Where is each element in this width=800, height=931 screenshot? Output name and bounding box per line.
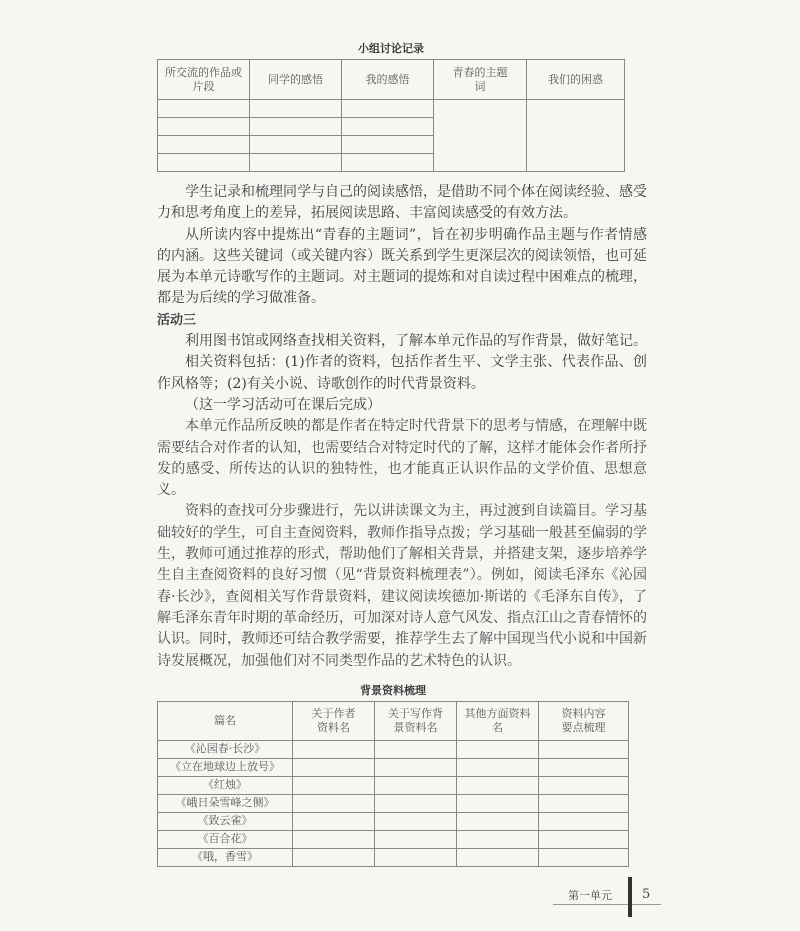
header-cell: 我的感悟 [342, 60, 434, 100]
title-cell: 《致云雀》 [158, 812, 293, 830]
teacher-note: 资料的查找可分步骤进行，先以讲读课文为主，再过渡到自读篇目。学习基础较好的学生，可自主查阅资料，教师作指导点拨；学习基础一般甚至偏弱的学生，教师可通过推荐的形式，帮助他们了解相关背景，并搭建支架，逐步培养学生自主查阅资料的良好习惯（见“背景资料梳理表”）。例如，阅读毛泽东《沁园春·长沙》，查阅相关写作背景资料，建议阅读埃德加·斯诺的《毛泽东自传》，了解毛泽东青年时期的革命经历，可加深对诗人意气风发、指点江山之青春情怀的认识。同时，教师还可结合教学需要，推荐学生去了解中国现当代小说和中国新诗发展概况，加强他们对不同类型作品的艺术特色的认识。 [157, 503, 647, 669]
header-cell: 资料内容要点梳理 [539, 701, 629, 740]
input-cell[interactable] [539, 740, 629, 758]
input-cell[interactable] [457, 776, 539, 794]
table-header-row [158, 60, 625, 100]
input-cell[interactable] [539, 776, 629, 794]
table-row [158, 848, 629, 866]
input-cell[interactable] [539, 848, 629, 866]
input-cell[interactable] [293, 740, 375, 758]
title-cell: 《哦，香雪》 [158, 848, 293, 866]
body-text [157, 182, 647, 672]
title-cell: 《红烛》 [158, 776, 293, 794]
input-cell[interactable] [375, 794, 457, 812]
paragraph: （这一学习活动可在课后完成） [185, 396, 381, 413]
input-cell[interactable] [158, 118, 250, 136]
paragraph: 相关资料包括：(1)作者的资料，包括作者生平、文学主张、代表作品、创作风格等；(2)有关小说、诗歌创作的时代背景资料。 [157, 354, 647, 392]
table-row [158, 830, 629, 848]
activity-heading: 活动三 [157, 312, 197, 328]
input-cell[interactable] [457, 794, 539, 812]
header-cell: 其他方面资料名 [457, 701, 539, 740]
input-cell[interactable] [375, 758, 457, 776]
input-cell[interactable] [293, 830, 375, 848]
page-number: 5 [642, 886, 651, 902]
input-cell[interactable] [250, 136, 342, 154]
table1-title: 小组讨论记录 [358, 42, 424, 55]
table-row [158, 100, 625, 118]
title-cell: 《峨日朵雪峰之侧》 [158, 794, 293, 812]
header-cell: 所交流的作品或片段 [158, 60, 250, 100]
input-cell[interactable] [250, 118, 342, 136]
header-cell: 同学的感悟 [250, 60, 342, 100]
input-cell[interactable] [375, 848, 457, 866]
table2-title: 背景资料梳理 [360, 683, 426, 697]
input-cell[interactable] [293, 758, 375, 776]
footer-bar [628, 877, 632, 917]
input-cell[interactable] [293, 812, 375, 830]
unit-label: 第一单元 [568, 888, 612, 902]
header-cell: 我们的困惑 [527, 60, 625, 100]
input-cell[interactable] [457, 740, 539, 758]
input-cell[interactable] [293, 848, 375, 866]
background-materials-table [157, 701, 629, 867]
table-row [158, 740, 629, 758]
input-cell[interactable] [342, 136, 434, 154]
input-cell[interactable] [375, 830, 457, 848]
input-cell[interactable] [250, 154, 342, 172]
table-row [158, 758, 629, 776]
input-cell[interactable] [539, 830, 629, 848]
input-cell[interactable] [342, 154, 434, 172]
input-cell[interactable] [158, 154, 250, 172]
header-cell: 青春的主题词 [434, 60, 527, 100]
input-cell[interactable] [457, 848, 539, 866]
teacher-note: 本单元作品所反映的都是作者在特定时代背景下的思考与情感，在理解中既需要结合对作者的认知，也需要结合对特定时代的了解，这样才能体会作者所抒发的感受、所传达的认识的独特性，也才能真正认识作品的文学价值、思想意义。 [157, 418, 647, 499]
header-cell: 关于写作背景资料名 [375, 701, 457, 740]
input-cell[interactable] [158, 136, 250, 154]
table-row [158, 794, 629, 812]
paragraph: 学生记录和梳理同学与自己的阅读感悟，是借助不同个体在阅读经验、感受力和思考角度上的差异，拓展阅读思路、丰富阅读感受的有效方法。 [157, 184, 647, 222]
input-cell[interactable] [539, 758, 629, 776]
title-cell: 《立在地球边上放号》 [158, 758, 293, 776]
group-discussion-table [157, 59, 625, 172]
input-cell[interactable] [457, 830, 539, 848]
input-cell[interactable] [539, 812, 629, 830]
page-footer [157, 877, 651, 919]
theme-words-cell[interactable] [434, 100, 527, 172]
table-header-row [158, 701, 629, 740]
input-cell[interactable] [375, 740, 457, 758]
input-cell[interactable] [539, 794, 629, 812]
header-cell: 篇名 [158, 701, 293, 740]
paragraph: 从所读内容中提炼出“青春的主题词”，旨在初步明确作品主题与作者情感的内涵。这些关键词（或关键内容）既关系到学生更深层次的阅读领悟，也可延展为本单元诗歌写作的主题词。对主题词的提炼和对自读过程中困难点的梳理，都是为后续的学习做准备。 [157, 226, 647, 307]
paragraph: 利用图书馆或网络查找相关资料，了解本单元作品的写作背景，做好笔记。 [185, 333, 647, 350]
input-cell[interactable] [342, 118, 434, 136]
input-cell[interactable] [457, 758, 539, 776]
table-row [158, 776, 629, 794]
input-cell[interactable] [375, 776, 457, 794]
footer-divider [553, 904, 661, 905]
title-cell: 《沁园春·长沙》 [158, 740, 293, 758]
title-cell: 《百合花》 [158, 830, 293, 848]
input-cell[interactable] [293, 794, 375, 812]
input-cell[interactable] [457, 812, 539, 830]
table-row [158, 812, 629, 830]
input-cell[interactable] [375, 812, 457, 830]
page-content [157, 0, 651, 931]
input-cell[interactable] [342, 100, 434, 118]
header-cell: 关于作者资料名 [293, 701, 375, 740]
input-cell[interactable] [250, 100, 342, 118]
confusion-cell[interactable] [527, 100, 625, 172]
input-cell[interactable] [158, 100, 250, 118]
input-cell[interactable] [293, 776, 375, 794]
